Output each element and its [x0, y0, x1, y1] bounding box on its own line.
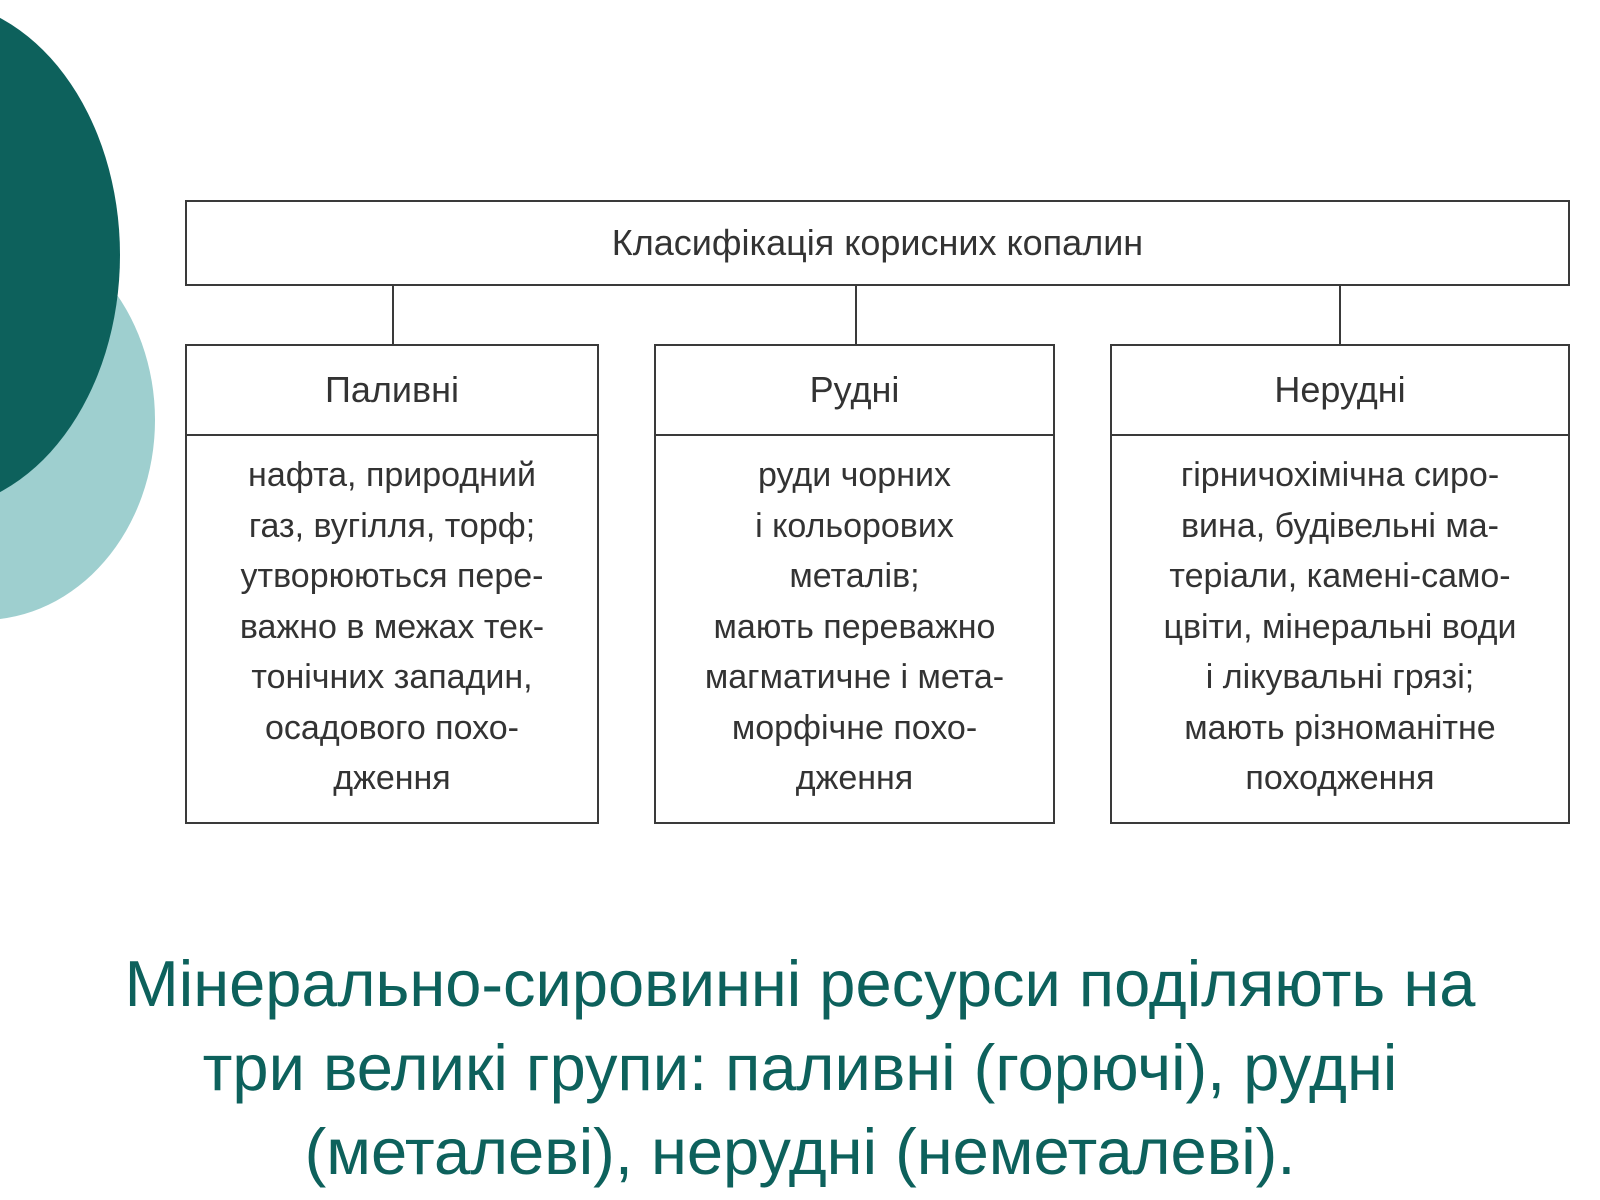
description-line: дження [333, 759, 451, 797]
description-line: цвіти, мінеральні води [1163, 607, 1517, 646]
category-box-fuel [185, 344, 599, 824]
category-title-ore: Рудні [656, 346, 1053, 436]
diagram-title-box [185, 200, 1570, 286]
description-line: мають різноманітне [1184, 708, 1496, 747]
description-line: дження [795, 759, 914, 797]
description-line: тонічних западин, [251, 658, 533, 696]
category-box-ore [654, 344, 1055, 824]
description-line: утворюються пере- [240, 557, 544, 595]
connector-ore [855, 286, 857, 344]
category-description-nonore [1112, 436, 1568, 804]
category-title-fuel: Паливні [187, 346, 597, 436]
description-line: мають переважно [713, 607, 996, 646]
slide-caption [20, 942, 1580, 1194]
connector-nonore [1339, 286, 1341, 344]
diagram-title: Класифікація корисних копалин [611, 222, 1144, 263]
description-line: металів; [789, 557, 920, 595]
description-line: гірничохімічна сиро- [1180, 456, 1500, 494]
description-line: газ, вугілля, торф; [248, 506, 536, 545]
category-box-nonore [1110, 344, 1570, 824]
description-line: морфічне похо- [731, 708, 978, 747]
description-line: вина, будівельні ма- [1180, 506, 1500, 545]
connector-fuel [392, 286, 394, 344]
category-description-fuel [187, 436, 597, 804]
caption-line: три великі групи: паливні (горючі), рудні [202, 1031, 1398, 1104]
description-line: нафта, природний [248, 456, 536, 494]
caption-line: (металеві), нерудні (неметалеві). [304, 1115, 1296, 1188]
category-description-ore [656, 436, 1053, 804]
description-line: магматичне і мета- [704, 658, 1005, 696]
description-line: походження [1245, 759, 1435, 797]
description-line: осадового похо- [265, 708, 519, 747]
description-line: важно в межах тек- [239, 607, 545, 646]
category-title-nonore: Нерудні [1112, 346, 1568, 436]
caption-line: Мінерально-сировинні ресурси поділяють на [124, 947, 1476, 1020]
description-line: і кольорових [755, 506, 954, 545]
description-line: руди чорних [758, 456, 951, 494]
description-line: і лікувальні грязі; [1205, 658, 1475, 696]
description-line: теріали, камені-само- [1169, 557, 1511, 595]
